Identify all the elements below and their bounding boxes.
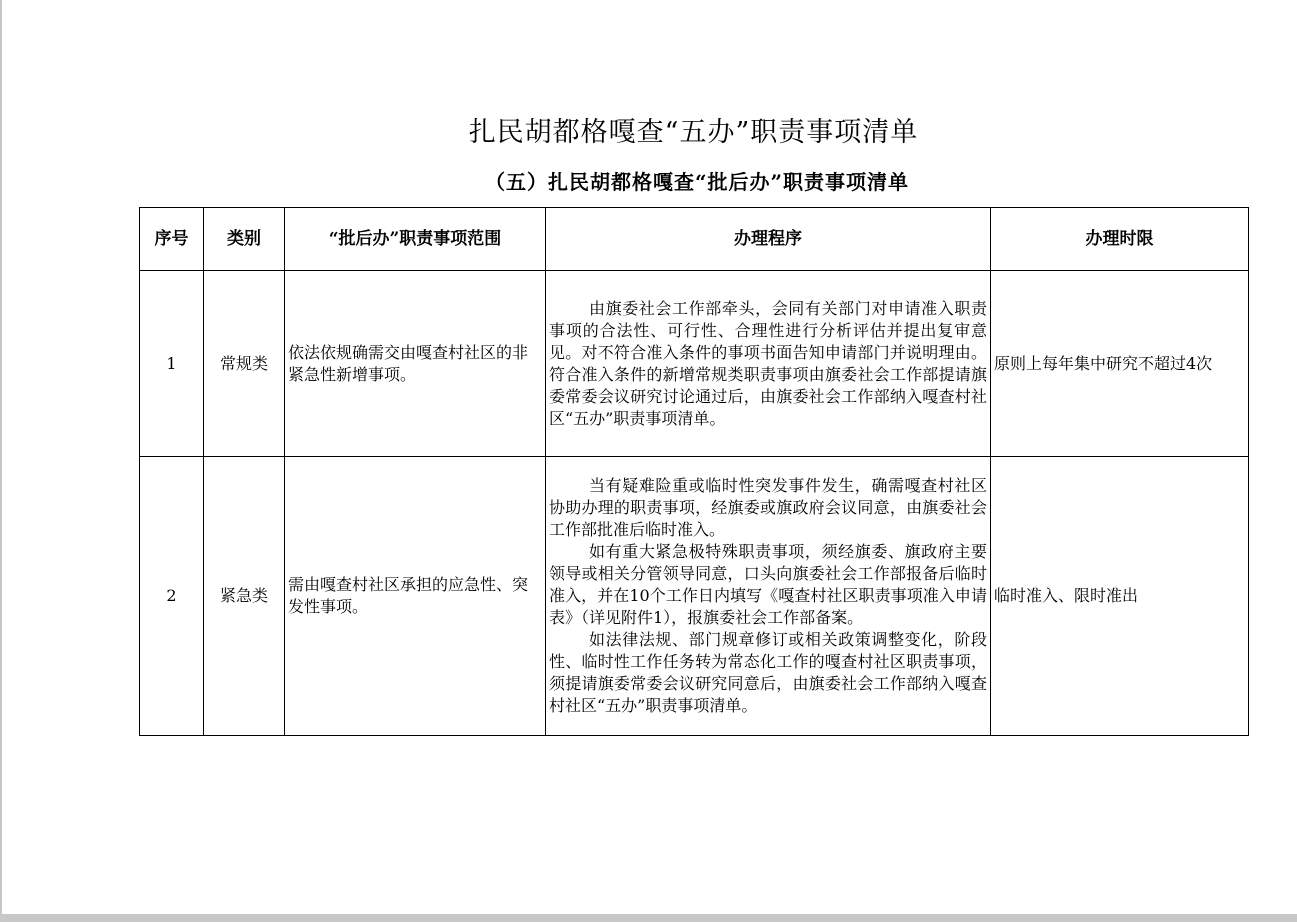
procedure-paragraph: 如法律法规、部门规章修订或相关政策调整变化，阶段性、临时性工作任务转为常态化工作的嘎查村社区职责事项，须提请旗委常委会议研究同意后，由旗委社会工作部纳入嘎查村社区“五办”职责事项清单。: [549, 630, 987, 715]
duty-items-table: [139, 207, 1249, 736]
header-scope: “批后办”职责事项范围: [285, 208, 546, 271]
table-row: [140, 457, 1249, 736]
cell-time-limit: 临时准入、限时准出: [991, 457, 1249, 736]
cell-no: 2: [140, 457, 204, 736]
header-category: 类别: [204, 208, 285, 271]
table-header-row: [140, 208, 1249, 271]
page-bottom-border: [0, 914, 1297, 922]
cell-category: 常规类: [204, 271, 285, 457]
procedure-paragraph: 当有疑难险重或临时性突发事件发生，确需嘎查村社区协助办理的职责事项，经旗委或旗政府会议同意，由旗委社会工作部批准后临时准入。: [549, 476, 987, 539]
header-procedure: 办理程序: [546, 208, 991, 271]
cell-no: 1: [140, 271, 204, 457]
cell-scope: 需由嘎查村社区承担的应急性、突发性事项。: [285, 457, 546, 736]
cell-procedure: [546, 457, 991, 736]
table-row: [140, 271, 1249, 457]
document-subtitle: （五）扎民胡都格嘎查“批后办”职责事项清单: [484, 170, 909, 194]
cell-category: 紧急类: [204, 457, 285, 736]
cell-time-limit: 原则上每年集中研究不超过4次: [991, 271, 1249, 457]
procedure-paragraph: 如有重大紧急极特殊职责事项，须经旗委、旗政府主要领导或相关分管领导同意，口头向旗委社会工作部报备后临时准入，并在10个工作日内填写《嘎查村社区职责事项准入申请表》（详见附件1），报旗委社会工作部备案。: [549, 542, 987, 627]
cell-procedure: [546, 271, 991, 457]
procedure-paragraph: 由旗委社会工作部牵头，会同有关部门对申请准入职责事项的合法性、可行性、合理性进行分析评估并提出复审意见。对不符合准入条件的事项书面告知申请部门并说明理由。符合准入条件的新增常规类职责事项由旗委社会工作部提请旗委常委会议研究讨论通过后，由旗委社会工作部纳入嘎查村社区“五办”职责事项清单。: [549, 298, 987, 428]
document-title: 扎民胡都格嘎查“五办”职责事项清单: [468, 117, 919, 148]
header-time-limit: 办理时限: [991, 208, 1249, 271]
cell-scope: 依法依规确需交由嘎查村社区的非紧急性新增事项。: [285, 271, 546, 457]
header-no: 序号: [140, 208, 204, 271]
